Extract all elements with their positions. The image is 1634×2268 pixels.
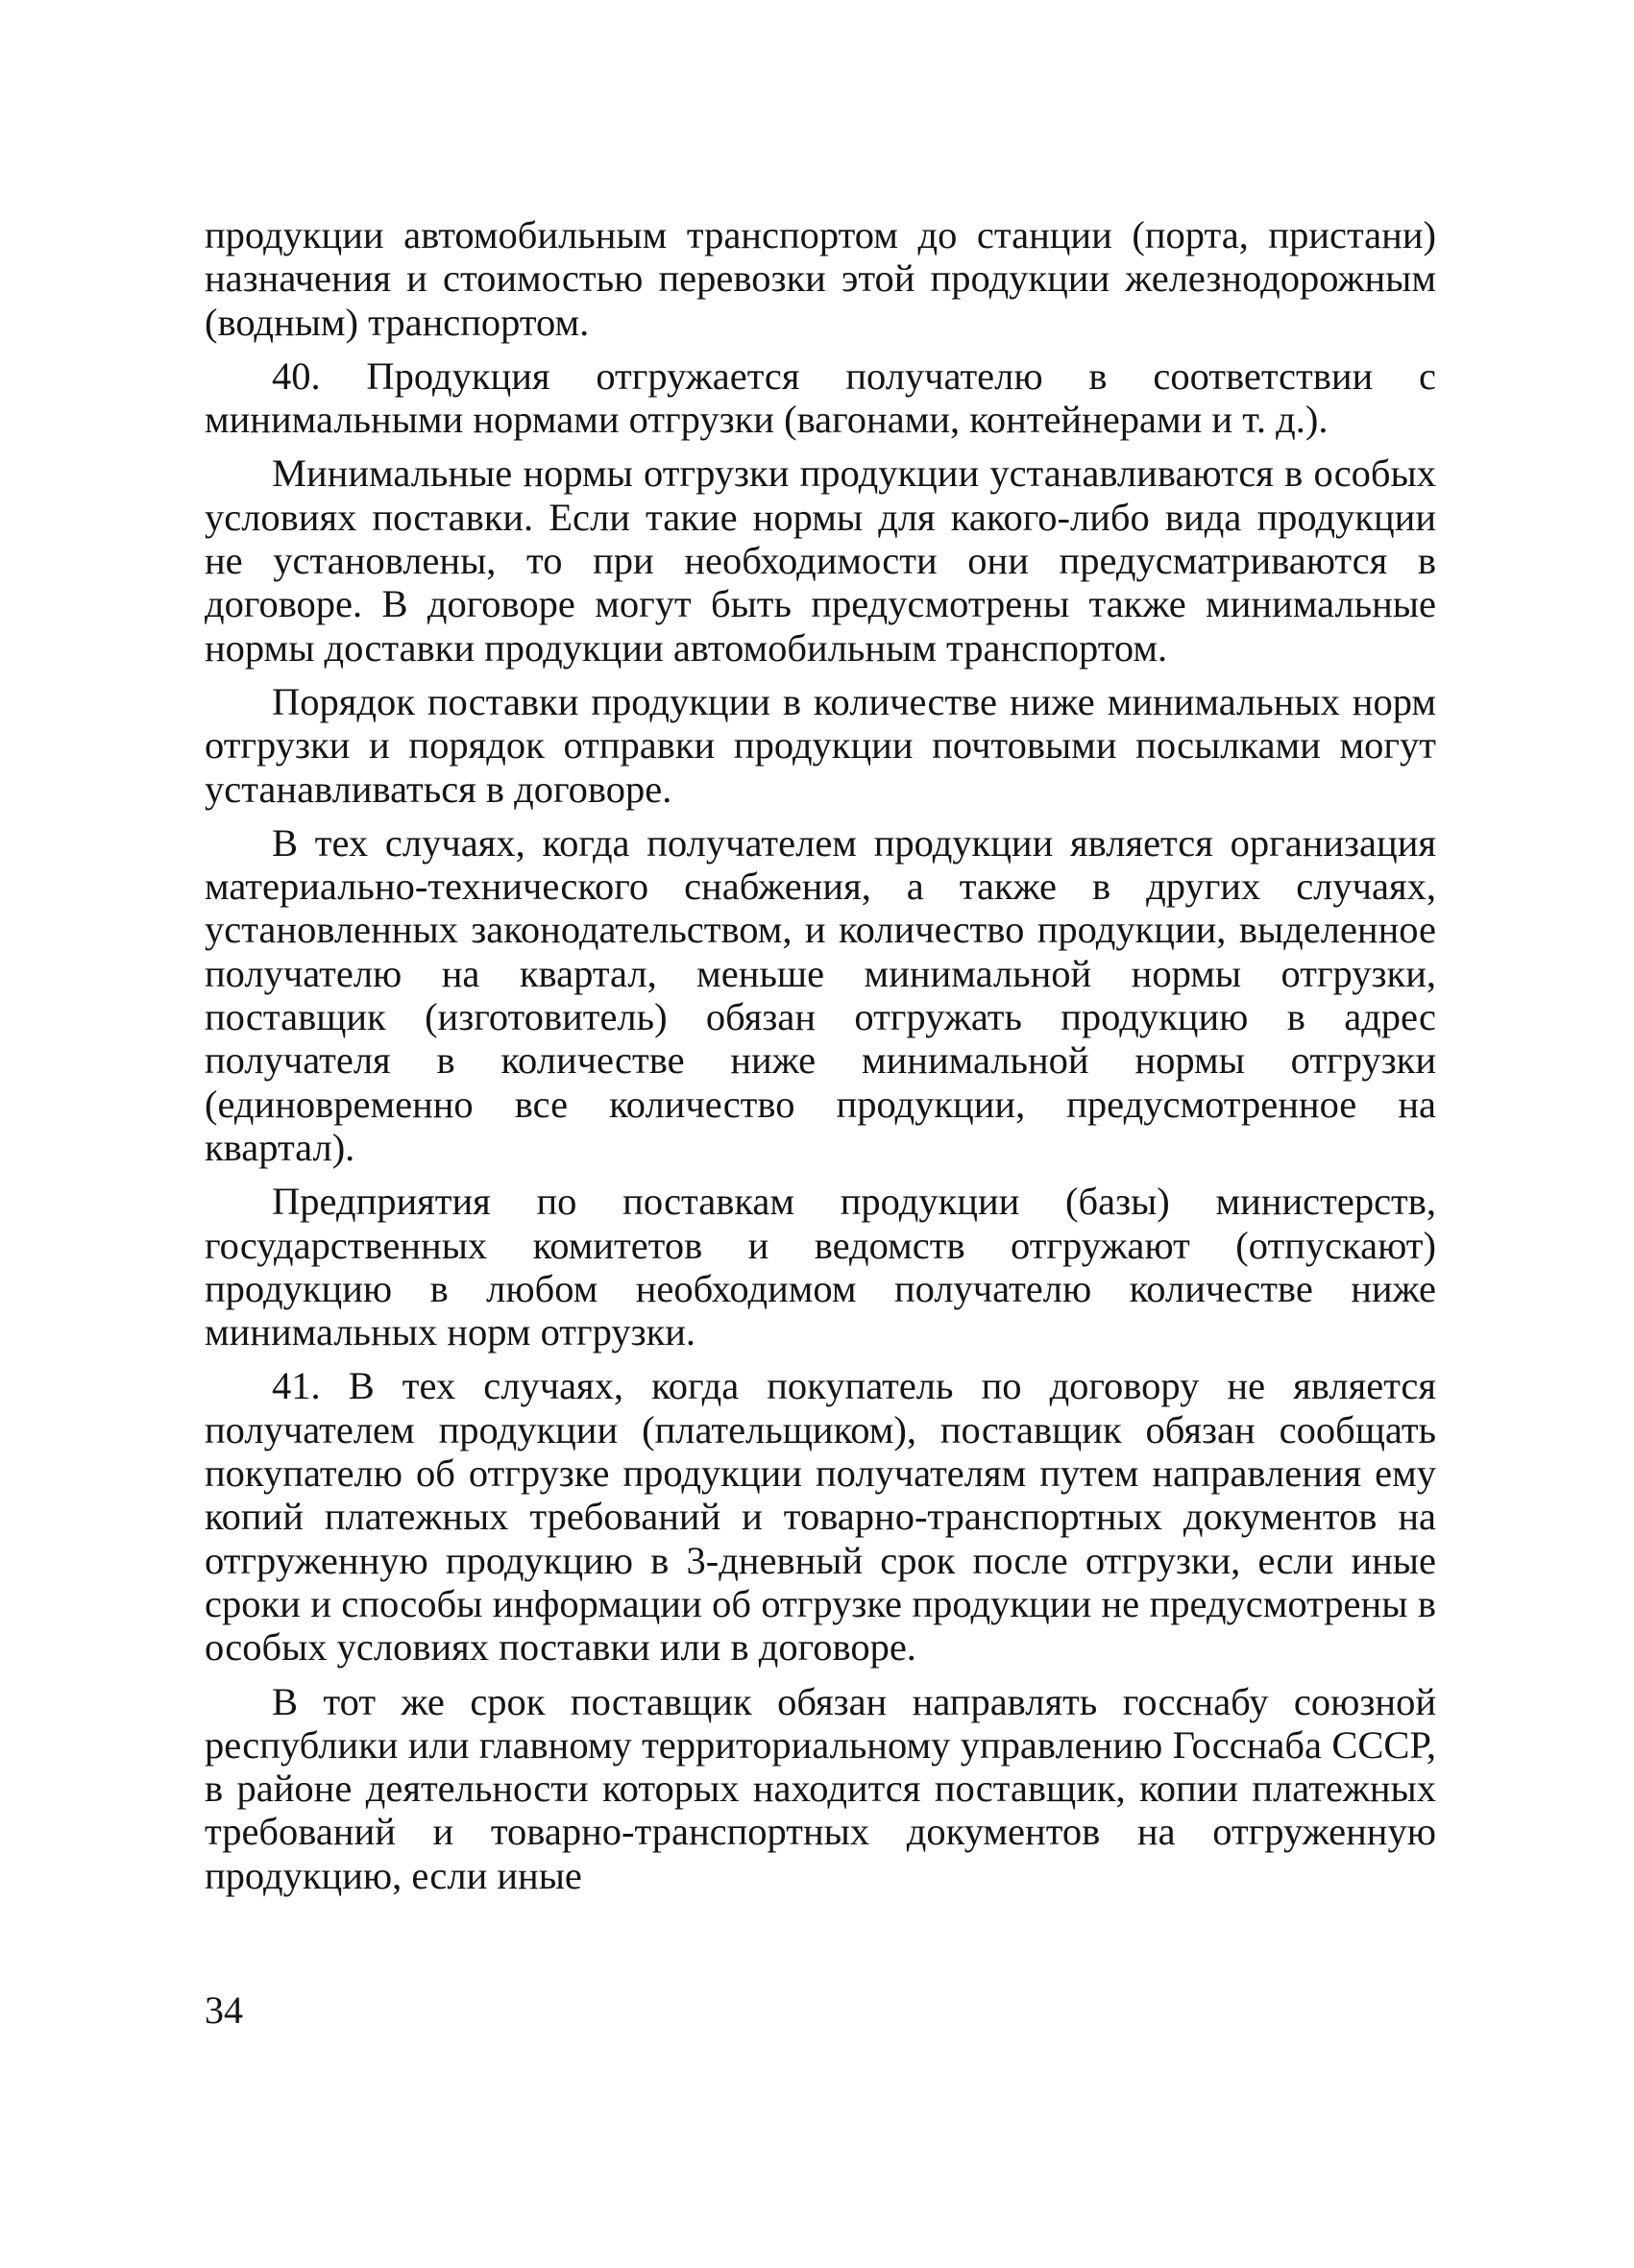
document-body bbox=[205, 213, 1436, 1908]
paragraph-minimum-norms: Минимальные нормы отгрузки продукции устанавливаются в особых условиях поставки. Если такие нормы для какого-либо вида продукции не установлены, то при необходимости они предусматриваются в договоре. В договоре могут быть предусмотрены также минимальные нормы доставки продукции автомобильным транспортом. bbox=[205, 451, 1436, 670]
paragraph-clause-41: 41. В тех случаях, когда покупатель по договору не является получателем продукции (плательщиком), поставщик обязан сообщать покупателю об отгрузке продукции получателям путем направления ему копий платежных требований и товарно-транспортных документов на отгруженную продукцию в 3-дневный срок после отгрузки, если иные сроки и способы информации об отгрузке продукции не предусмотрены в особых условиях поставки или в договоре. bbox=[205, 1364, 1436, 1670]
paragraph-delivery-order: Порядок поставки продукции в количестве ниже минимальных норм отгрузки и порядок отправки продукции почтовыми посылками могут устанавливаться в договоре. bbox=[205, 679, 1436, 811]
paragraph-supply-organization: В тех случаях, когда получателем продукции является организация материально-технического снабжения, а также в других случаях, установленных законодательством, и количество продукции, выделенное получателю на квартал, меньше минимальной нормы отгрузки, поставщик (изготовитель) обязан отгружать продукцию в адрес получателя в количестве ниже минимальной нормы отгрузки (единовременно все количество продукции, предусмотренное на квартал). bbox=[205, 820, 1436, 1169]
paragraph-supply-enterprises: Предприятия по поставкам продукции (базы) министерств, государственных комитетов и ведомств отгружают (отпускают) продукцию в любом необходимом получателю количестве ниже минимальных норм отгрузки. bbox=[205, 1180, 1436, 1354]
paragraph-continuation: продукции автомобильным транспортом до станции (порта, пристани) назначения и стоимостью перевозки этой продукции железнодорожным (водным) транспортом. bbox=[205, 213, 1436, 344]
paragraph-clause-40: 40. Продукция отгружается получателю в соответствии с минимальными нормами отгрузки (вагонами, контейнерами и т. д.). bbox=[205, 354, 1436, 442]
page-number: 34 bbox=[205, 1988, 243, 2032]
paragraph-gossnab-notice: В тот же срок поставщик обязан направлять госснабу союзной республики или главному территориальному управлению Госснаба СССР, в районе деятельности которых находится поставщик, копии платежных требований и товарно-транспортных документов на отгруженную продукцию, если иные bbox=[205, 1679, 1436, 1897]
